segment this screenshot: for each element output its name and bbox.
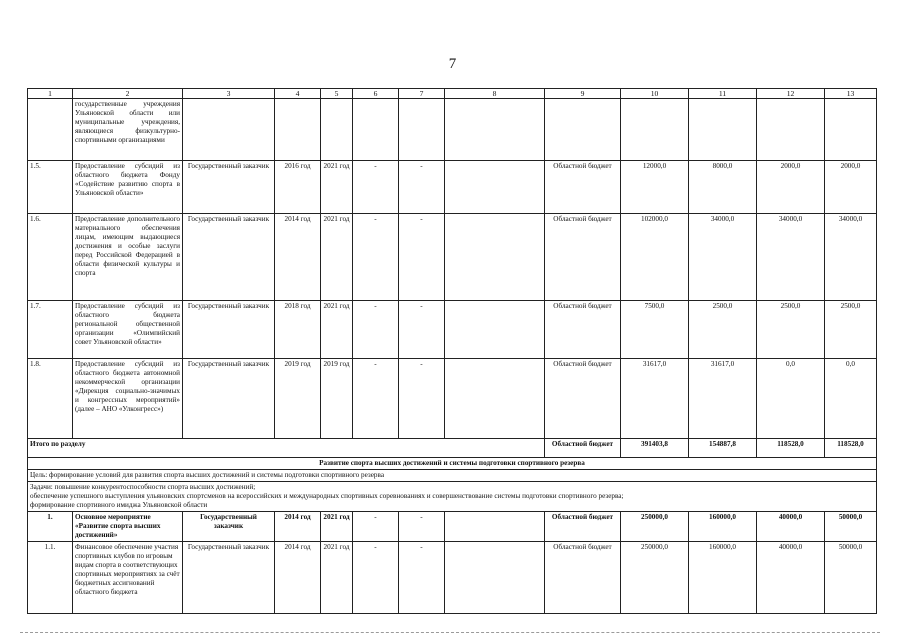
col-7: -: [399, 512, 445, 542]
funding-source: Областной бюджет: [545, 214, 621, 301]
col-6: -: [353, 359, 399, 439]
main-event-row: [28, 512, 877, 542]
table-row: [28, 542, 877, 614]
funding-source: Областной бюджет: [545, 439, 621, 458]
customer: Государственный заказчик: [183, 301, 275, 359]
column-numbers-row: [28, 89, 877, 99]
funding-source: Областной бюджет: [545, 359, 621, 439]
col-header: 9: [545, 89, 621, 99]
col-6: -: [353, 214, 399, 301]
col-header: 11: [689, 89, 757, 99]
event-name: Предоставление субсидий из областного бюджета автономной некоммерческой организации «Дирекция социально-значимых и конгрессных мероприятий» (далее – АНО «Улконгресс»): [73, 359, 183, 439]
col-6: -: [353, 301, 399, 359]
year-3: 2500,0: [825, 301, 877, 359]
year-2: 40000,0: [757, 542, 825, 614]
col-7: -: [399, 214, 445, 301]
year-1: 31617,0: [689, 359, 757, 439]
end-year: 2021 год: [321, 512, 353, 542]
start-year: 2014 год: [275, 214, 321, 301]
year-3: 2000,0: [825, 161, 877, 214]
col-7: -: [399, 161, 445, 214]
event-name: государственные учреждения Ульяновской области или муниципальные учреждения, являющиеся физкультурно-спортивными организациями: [73, 99, 183, 161]
year-3: 34000,0: [825, 214, 877, 301]
year-3: 50000,0: [825, 542, 877, 614]
col-header: 13: [825, 89, 877, 99]
start-year: 2016 год: [275, 161, 321, 214]
end-year: 2019 год: [321, 359, 353, 439]
col-6: -: [353, 161, 399, 214]
year-3: 118528,0: [825, 439, 877, 458]
end-year: 2021 год: [321, 161, 353, 214]
col-header: 2: [73, 89, 183, 99]
event-name: Предоставление дополнительного материального обеспечения лицам, имеющим выдающиеся достижения и особые заслуги перед Российской Федерацией в области физической культуры и спорта: [73, 214, 183, 301]
year-1: 2500,0: [689, 301, 757, 359]
section-tasks: Задачи: повышение конкурентоспособности спорта высших достижений; обеспечение успешного выступления ульяновских спортсменов на всероссийских и международных спортивных соревнованиях и совершенствование системы подготовки спортивного резерва; формирование спортивного имиджа Ульяновской области: [28, 482, 877, 512]
row-number: 1.7.: [28, 301, 73, 359]
col-8: [445, 161, 545, 214]
total: 31617,0: [621, 359, 689, 439]
event-name: Предоставление субсидий из областного бюджета Фонду «Содействие развитию спорта в Ульяновской области»: [73, 161, 183, 214]
section-tasks-row: [28, 482, 877, 512]
year-1: 154887,8: [689, 439, 757, 458]
col-8: [445, 214, 545, 301]
funding-source: Областной бюджет: [545, 512, 621, 542]
customer: Государственный заказчик: [183, 214, 275, 301]
col-header: 1: [28, 89, 73, 99]
subtotal-row: [28, 439, 877, 458]
end-year: 2021 год: [321, 301, 353, 359]
total: 12000,0: [621, 161, 689, 214]
table-row: [28, 301, 877, 359]
year-1: 160000,0: [689, 542, 757, 614]
section-title: Развитие спорта высших достижений и системы подготовки спортивного резерва: [28, 458, 877, 470]
col-header: 3: [183, 89, 275, 99]
year-2: 40000,0: [757, 512, 825, 542]
year-2: 2000,0: [757, 161, 825, 214]
funding-source: Областной бюджет: [545, 161, 621, 214]
start-year: 2018 год: [275, 301, 321, 359]
col-8: [445, 359, 545, 439]
col-6: -: [353, 542, 399, 614]
event-name: Основное мероприятие «Развитие спорта высших достижений»: [73, 512, 183, 542]
year-1: 34000,0: [689, 214, 757, 301]
year-1: 160000,0: [689, 512, 757, 542]
year-2: 118528,0: [757, 439, 825, 458]
subtotal-label: Итого по разделу: [28, 439, 545, 458]
total: 250000,0: [621, 512, 689, 542]
col-header: 6: [353, 89, 399, 99]
col-7: -: [399, 542, 445, 614]
total: 250000,0: [621, 542, 689, 614]
row-number: 1.1.: [28, 542, 73, 614]
customer: Государственный заказчик: [183, 542, 275, 614]
program-table: [27, 88, 877, 614]
funding-source: Областной бюджет: [545, 301, 621, 359]
section-title-row: [28, 458, 877, 470]
year-2: 0,0: [757, 359, 825, 439]
col-7: -: [399, 359, 445, 439]
table-row: [28, 99, 877, 161]
row-number: 1.6.: [28, 214, 73, 301]
col-7: -: [399, 301, 445, 359]
col-header: 5: [321, 89, 353, 99]
start-year: 2014 год: [275, 542, 321, 614]
start-year: 2019 год: [275, 359, 321, 439]
year-2: 2500,0: [757, 301, 825, 359]
table-row: [28, 214, 877, 301]
row-number: 1.: [28, 512, 73, 542]
row-number: 1.5.: [28, 161, 73, 214]
customer: Государственный заказчик: [183, 512, 275, 542]
funding-source: Областной бюджет: [545, 542, 621, 614]
page-number: 7: [448, 56, 457, 72]
year-2: 34000,0: [757, 214, 825, 301]
year-3: 0,0: [825, 359, 877, 439]
scan-edge-line: [20, 632, 880, 634]
section-goal: Цель: формирование условий для развития спорта высших достижений и системы подготовки спортивного резерва: [28, 470, 877, 482]
total: 102000,0: [621, 214, 689, 301]
section-goal-row: [28, 470, 877, 482]
col-header: 7: [399, 89, 445, 99]
end-year: 2021 год: [321, 214, 353, 301]
col-header: 8: [445, 89, 545, 99]
year-3: 50000,0: [825, 512, 877, 542]
total: 391403,8: [621, 439, 689, 458]
customer: Государственный заказчик: [183, 359, 275, 439]
col-6: -: [353, 512, 399, 542]
col-header: 12: [757, 89, 825, 99]
col-header: 10: [621, 89, 689, 99]
table-row: [28, 359, 877, 439]
col-header: 4: [275, 89, 321, 99]
event-name: Предоставление субсидий из областного бюджета региональной общественной организации «Олимпийский совет Ульяновской области»: [73, 301, 183, 359]
total: 7500,0: [621, 301, 689, 359]
col-8: [445, 301, 545, 359]
customer: Государственный заказчик: [183, 161, 275, 214]
table-row: [28, 161, 877, 214]
start-year: 2014 год: [275, 512, 321, 542]
event-name: Финансовое обеспечение участия спортивных клубов по игровым видам спорта в соответствующих спортивных мероприятиях за счёт бюджетных ассигнований областного бюджета: [73, 542, 183, 614]
row-number: 1.8.: [28, 359, 73, 439]
end-year: 2021 год: [321, 542, 353, 614]
year-1: 8000,0: [689, 161, 757, 214]
